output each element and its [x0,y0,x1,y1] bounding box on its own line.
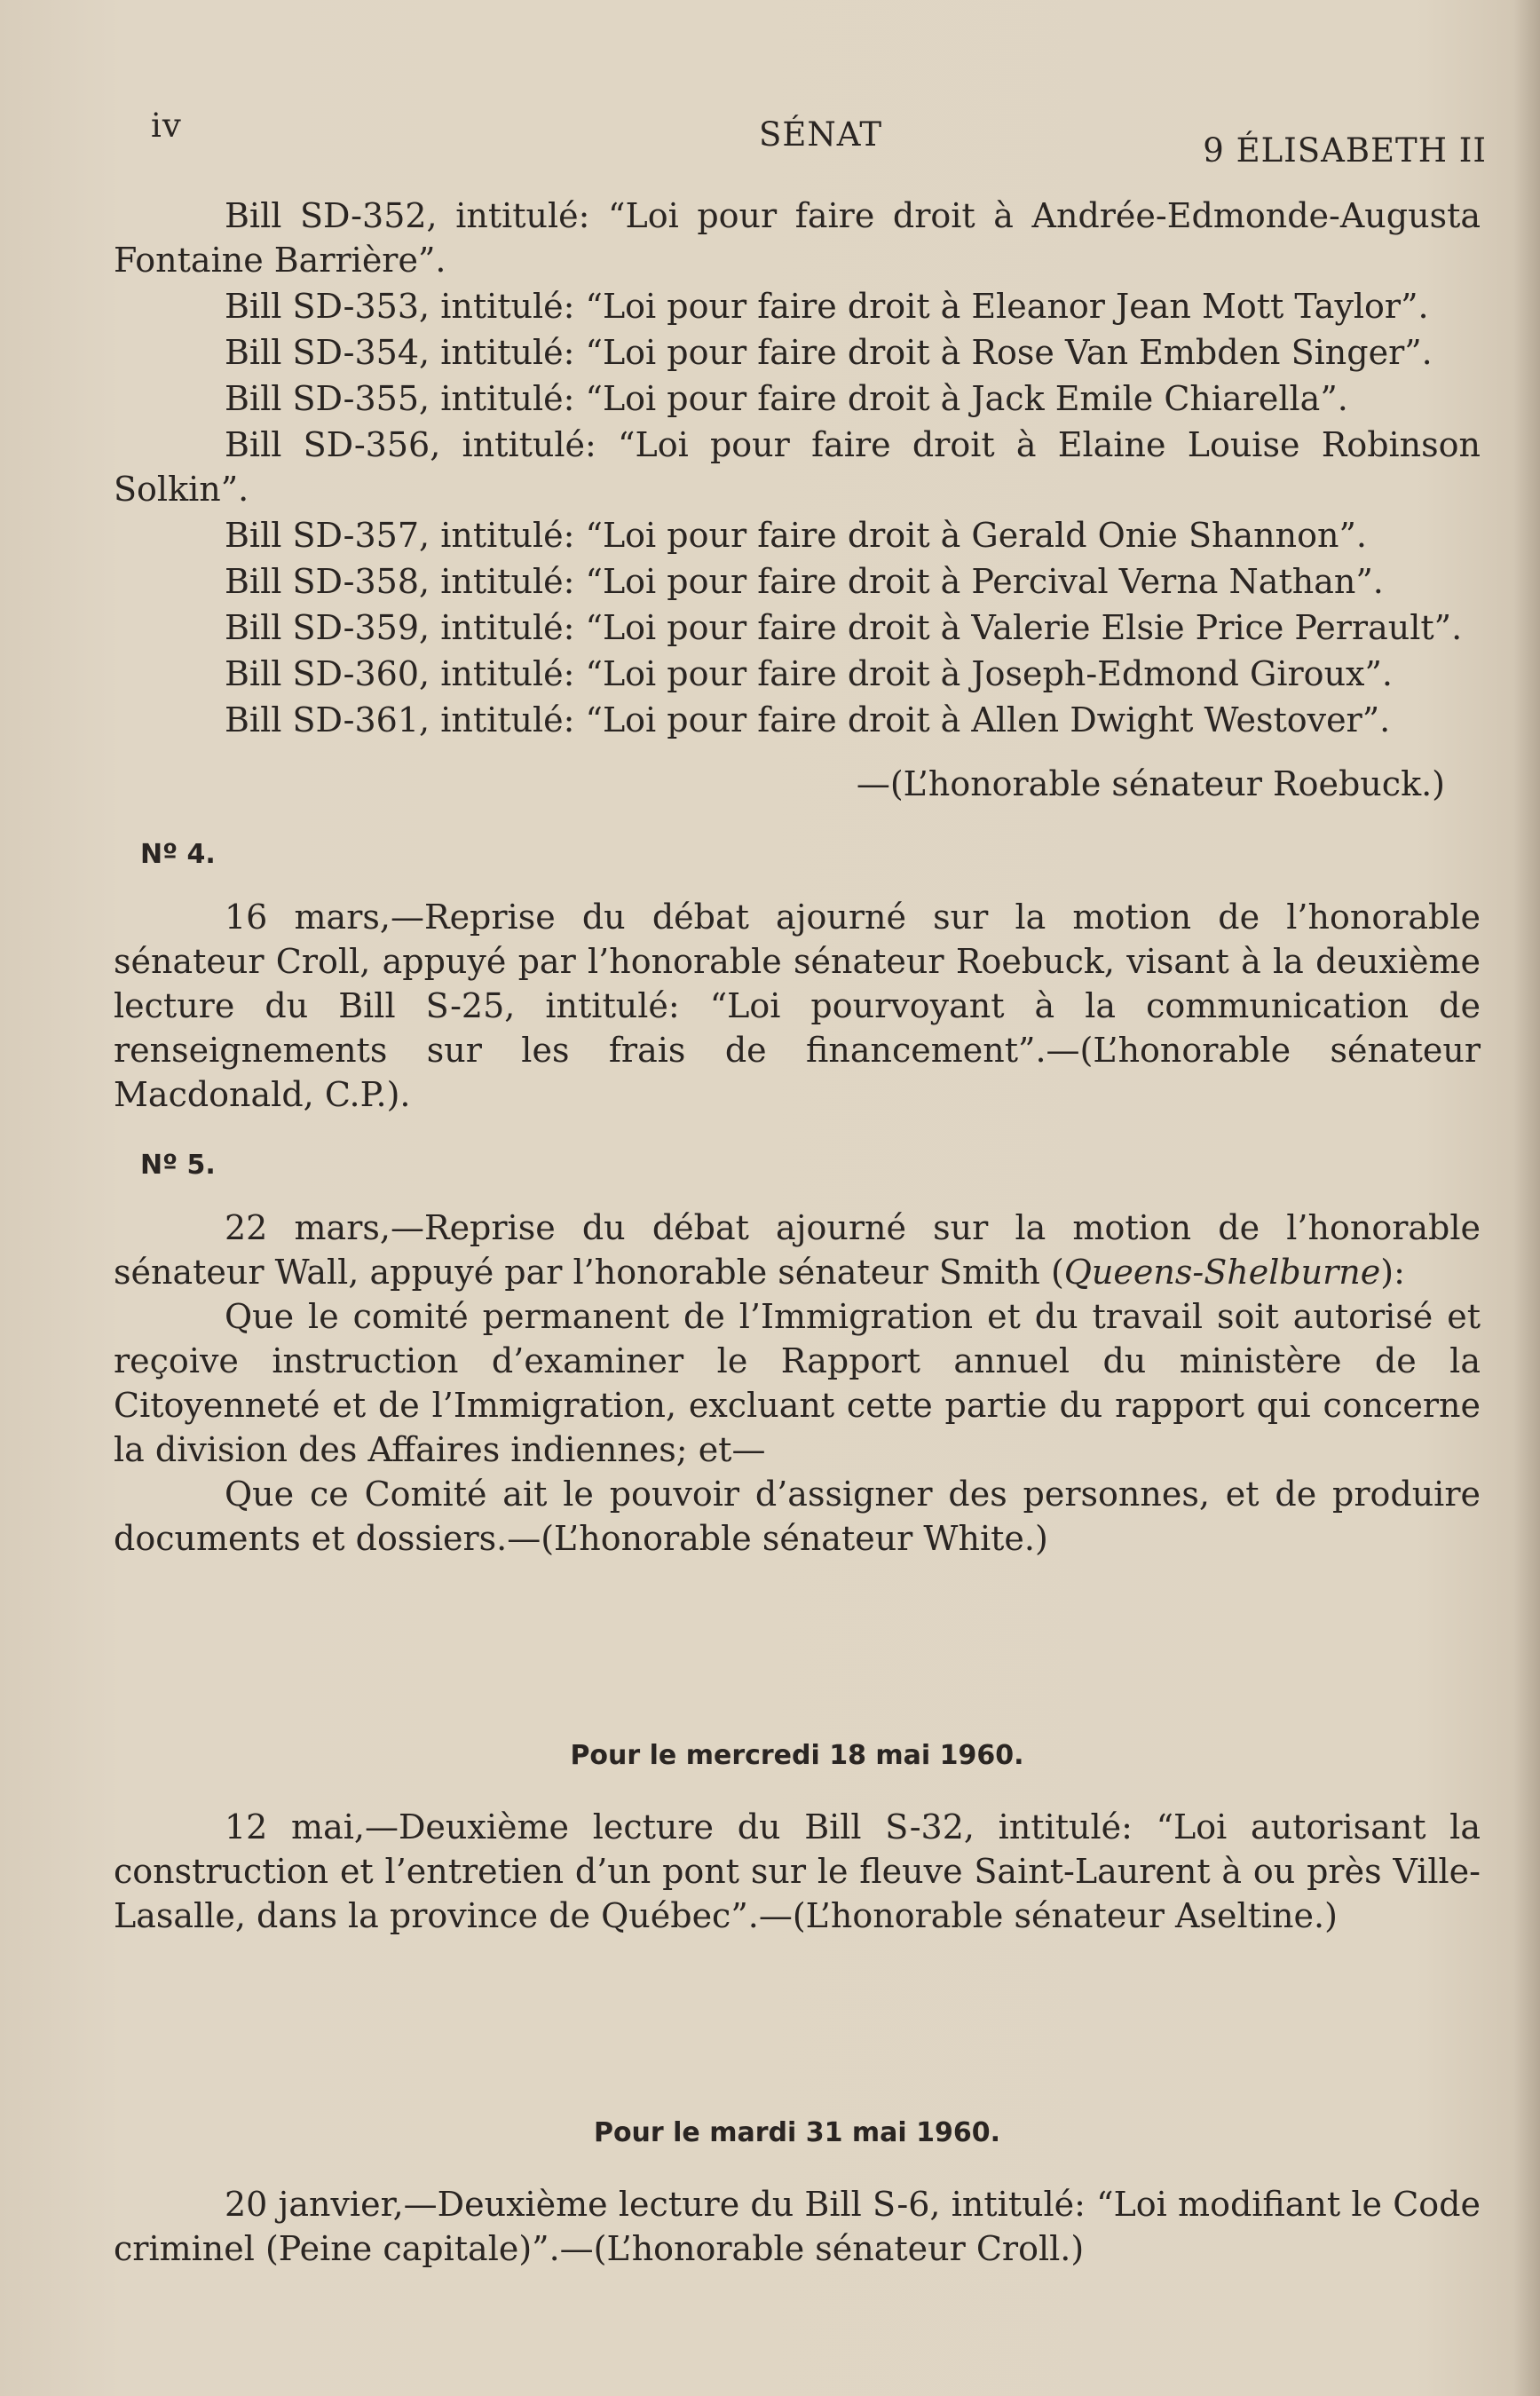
bill-entry: Bill SD-355, intitulé: “Loi pour faire droit à Jack Emile Chiarella”. [225,379,1348,418]
item-number-5: Nº 5. [140,1150,216,1181]
item-number-4: Nº 4. [140,839,216,870]
bill-entry: Bill SD-359, intitulé: “Loi pour faire droit à Valerie Elsie Price Perrault”. [225,608,1463,647]
item-5-text-italic: Queens-Shelburne [1063,1253,1381,1292]
bill-entry: Bill SD-354, intitulé: “Loi pour faire droit à Rose Van Embden Singer”. [225,333,1433,372]
page-body [114,194,1481,2271]
bill-list [114,194,1481,742]
item-5-text [114,1206,1481,1294]
section-title-may-31: Pour le mardi 31 mai 1960. [593,2117,1001,2148]
bill-entry: Bill SD-353, intitulé: “Loi pour faire droit à Eleanor Jean Mott Taylor”. [225,287,1429,326]
regnal-year: 9 ÉLISABETH II [1203,131,1487,170]
bill-entry: Bill SD-361, intitulé: “Loi pour faire droit à Allen Dwight Westover”. [225,700,1391,739]
running-title: SÉNAT [759,115,883,154]
section-title-may-18: Pour le mercredi 18 mai 1960. [570,1740,1024,1771]
section-may-31-text: 20 janvier,—Deuxième lecture du Bill S-6, intitulé: “Loi modifiant le Code criminel (Peine capitale)”.—(L’honorable sénateur Croll.) [114,2185,1481,2268]
page-number: iv [151,107,182,145]
page-edge-shadow [1513,0,1540,2396]
item-5-motion-para: Que le comité permanent de l’Immigration et du travail soit autorisé et reçoive instruction d’examiner le Rapport annuel du ministère de la Citoyenneté et de l’Immigration, excluant cette partie du rapport qui concerne la division des Affaires indiennes; et— [114,1297,1481,1469]
bill-entry: Bill SD-357, intitulé: “Loi pour faire droit à Gerald Onie Shannon”. [225,516,1367,555]
section-may-18-text: 12 mai,—Deuxième lecture du Bill S-32, intitulé: “Loi autorisant la construction et l’entretien d’un pont sur le fleuve Saint-Laurent à ou près Ville-Lasalle, dans la province de Québec”.—(L’honorable sénateur Aseltine.) [114,1807,1481,1935]
bill-entry: Bill SD-360, intitulé: “Loi pour faire droit à Joseph-Edmond Giroux”. [225,654,1393,693]
item-5-text-end: ): [1380,1253,1405,1292]
item-4-text: 16 mars,—Reprise du débat ajourné sur la motion de l’honorable sénateur Croll, appuyé par l’honorable sénateur Roebuck, visant à la deuxième lecture du Bill S-25, intitulé: “Loi pourvoyant à la communication de renseignements sur les frais de financement”.—(L’honorable sénateur Macdonald, C.P.). [114,898,1481,1114]
bill-entry: Bill SD-358, intitulé: “Loi pour faire droit à Percival Verna Nathan”. [225,562,1384,601]
item-5-motion-para-2: Que ce Comité ait le pouvoir d’assigner des personnes, et de produire documents et dossiers.—(L’honorable sénateur White.) [114,1475,1481,1558]
item-5-text-start: 22 mars,—Reprise du débat ajourné sur la motion de l’honorable sénateur Wall, appuyé par l’honorable sénateur Smith ( [114,1208,1481,1292]
bill-entry: Bill SD-352, intitulé: “Loi pour faire droit à Andrée-Edmonde-Augusta Fontaine Barrière”. [114,196,1481,280]
bills-attribution: —(L’honorable sénateur Roebuck.) [856,764,1445,803]
bill-entry: Bill SD-356, intitulé: “Loi pour faire droit à Elaine Louise Robinson Solkin”. [114,425,1481,509]
